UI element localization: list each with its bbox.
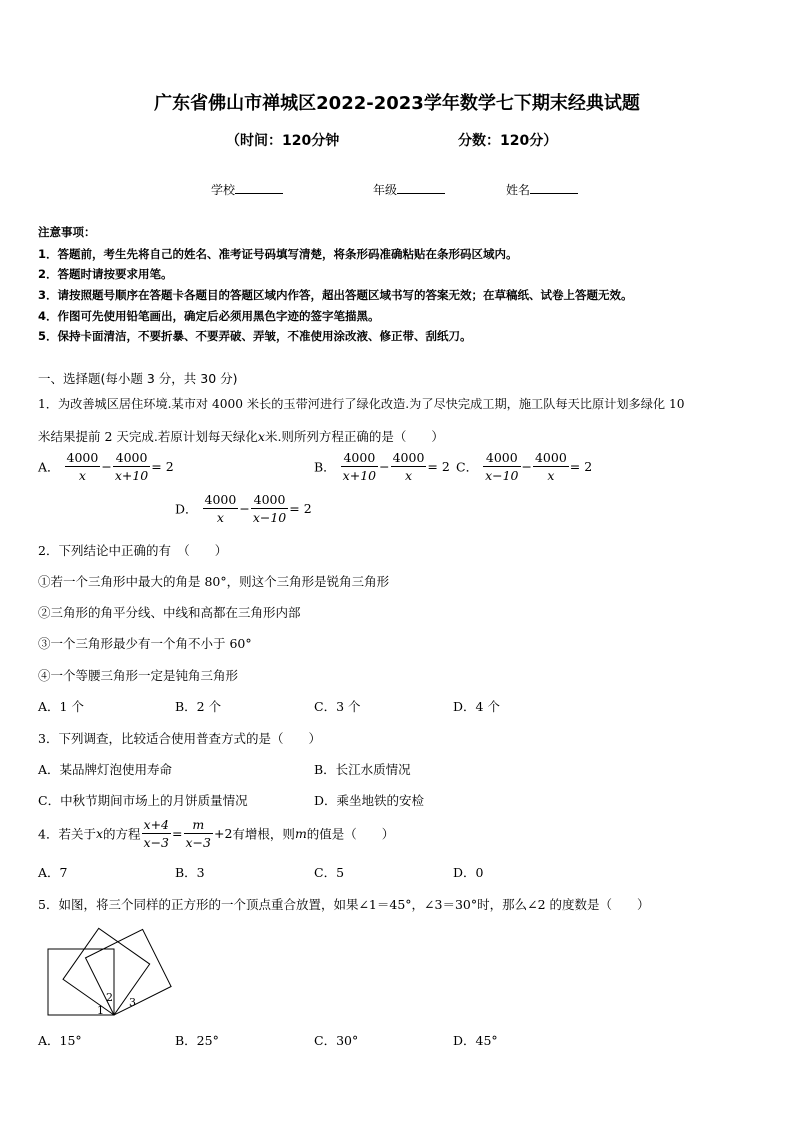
note-item: 1．答题前，考生先将自己的姓名、准考证号码填写清楚，将条形码准确粘贴在条形码区域内。 bbox=[38, 247, 518, 261]
angle-2-label: 2 bbox=[106, 991, 113, 1004]
q1-stem-line1: 1．为改善城区居住环境.某市对 4000 米长的玉带河进行了绿化改造.为了尽快完成工期，施工队每天比原计划多绿化 10 bbox=[38, 397, 685, 411]
q1-option-d[interactable]: D． $\frac{4000}{x}$ − $\frac{4000}{x-10}$ = 2 bbox=[175, 492, 312, 525]
name-field: 姓名 bbox=[506, 181, 578, 198]
q5-option-a[interactable]: A．15° bbox=[38, 1033, 82, 1048]
q3-option-d[interactable]: D．乘坐地铁的安检 bbox=[314, 793, 425, 808]
q4-option-a[interactable]: A．7 bbox=[38, 865, 68, 880]
q2-statement: ①若一个三角形中最大的角是 80°，则这个三角形是锐角三角形 bbox=[38, 574, 390, 589]
q2-option-d[interactable]: D．4 个 bbox=[453, 699, 500, 714]
exam-time: （时间：120分钟 bbox=[226, 133, 340, 149]
q5-option-d[interactable]: D．45° bbox=[453, 1033, 498, 1048]
q4-option-b[interactable]: B．3 bbox=[175, 865, 205, 880]
q3-option-a[interactable]: A．某品牌灯泡使用寿命 bbox=[38, 762, 173, 777]
q4-option-d[interactable]: D．0 bbox=[453, 865, 484, 880]
q1-option-a[interactable]: A． $\frac{4000}{x}$ − $\frac{4000}{x+10}$ = 2 bbox=[38, 450, 174, 483]
q2-option-c[interactable]: C．3 个 bbox=[314, 699, 361, 714]
section-heading: 一、选择题(每小题 3 分，共 30 分) bbox=[38, 371, 238, 386]
exam-title: 广东省佛山市禅城区2022-2023学年数学七下期末经典试题 bbox=[154, 93, 640, 114]
notes-heading: 注意事项： bbox=[38, 225, 96, 239]
q3-option-b[interactable]: B．长江水质情况 bbox=[314, 762, 411, 777]
q5-option-b[interactable]: B．25° bbox=[175, 1033, 219, 1048]
q5-stem: 5．如图，将三个同样的正方形的一个顶点重合放置，如果∠1＝45°，∠3＝30°时，那么∠2 的度数是（ ） bbox=[38, 897, 650, 912]
q2-statement: ③一个三角形最少有一个角不小于 60° bbox=[38, 636, 252, 651]
q3-stem: 3．下列调查，比较适合使用普查方式的是（ ） bbox=[38, 731, 321, 746]
angle-3-label: 3 bbox=[129, 996, 136, 1009]
three-squares-figure bbox=[44, 922, 184, 1022]
note-item: 4．作图可先使用铅笔画出，确定后必须用黑色字迹的签字笔描黑。 bbox=[38, 309, 380, 323]
square-2 bbox=[55, 922, 157, 1022]
grade-field: 年级 bbox=[373, 181, 445, 198]
square-1 bbox=[48, 949, 114, 1015]
q1-option-b[interactable]: B． $\frac{4000}{x+10}$ − $\frac{4000}{x}$ = 2 bbox=[314, 450, 450, 483]
q4-option-c[interactable]: C．5 bbox=[314, 865, 345, 880]
school-field: 学校 bbox=[211, 181, 283, 198]
note-item: 2．答题时请按要求用笔。 bbox=[38, 267, 173, 281]
angle-1-label: 1 bbox=[97, 1004, 104, 1017]
exam-score: 分数：120分） bbox=[458, 133, 558, 149]
q2-statement: ②三角形的角平分线、中线和高都在三角形内部 bbox=[38, 605, 301, 620]
q1-option-c[interactable]: C． $\frac{4000}{x-10}$ − $\frac{4000}{x}$ = 2 bbox=[456, 450, 593, 483]
note-item: 3．请按照题号顺序在答题卡各题目的答题区域内作答，超出答题区域书写的答案无效；在草稿纸、试卷上答题无效。 bbox=[38, 288, 633, 302]
note-item: 5．保持卡面清洁，不要折暴、不要弄破、弄皱，不准使用涂改液、修正带、刮纸刀。 bbox=[38, 329, 472, 343]
q2-statement: ④一个等腰三角形一定是钝角三角形 bbox=[38, 668, 239, 683]
q3-option-c[interactable]: C．中秋节期间市场上的月饼质量情况 bbox=[38, 793, 248, 808]
q1-stem-line2: 米结果提前 2 天完成.若原计划每天绿化x米.则所列方程正确的是（ ） bbox=[38, 429, 444, 444]
q5-option-c[interactable]: C．30° bbox=[314, 1033, 359, 1048]
q2-stem: 2．下列结论中正确的有 （ ） bbox=[38, 543, 228, 558]
q4-stem: 4．若关于x的方程 $\frac{x+4}{x-3}$ = $\frac{m}{x-3}$ +2有增根，则m的值是（ ） bbox=[38, 817, 395, 850]
q2-option-a[interactable]: A．1 个 bbox=[38, 699, 84, 714]
q2-option-b[interactable]: B．2 个 bbox=[175, 699, 222, 714]
